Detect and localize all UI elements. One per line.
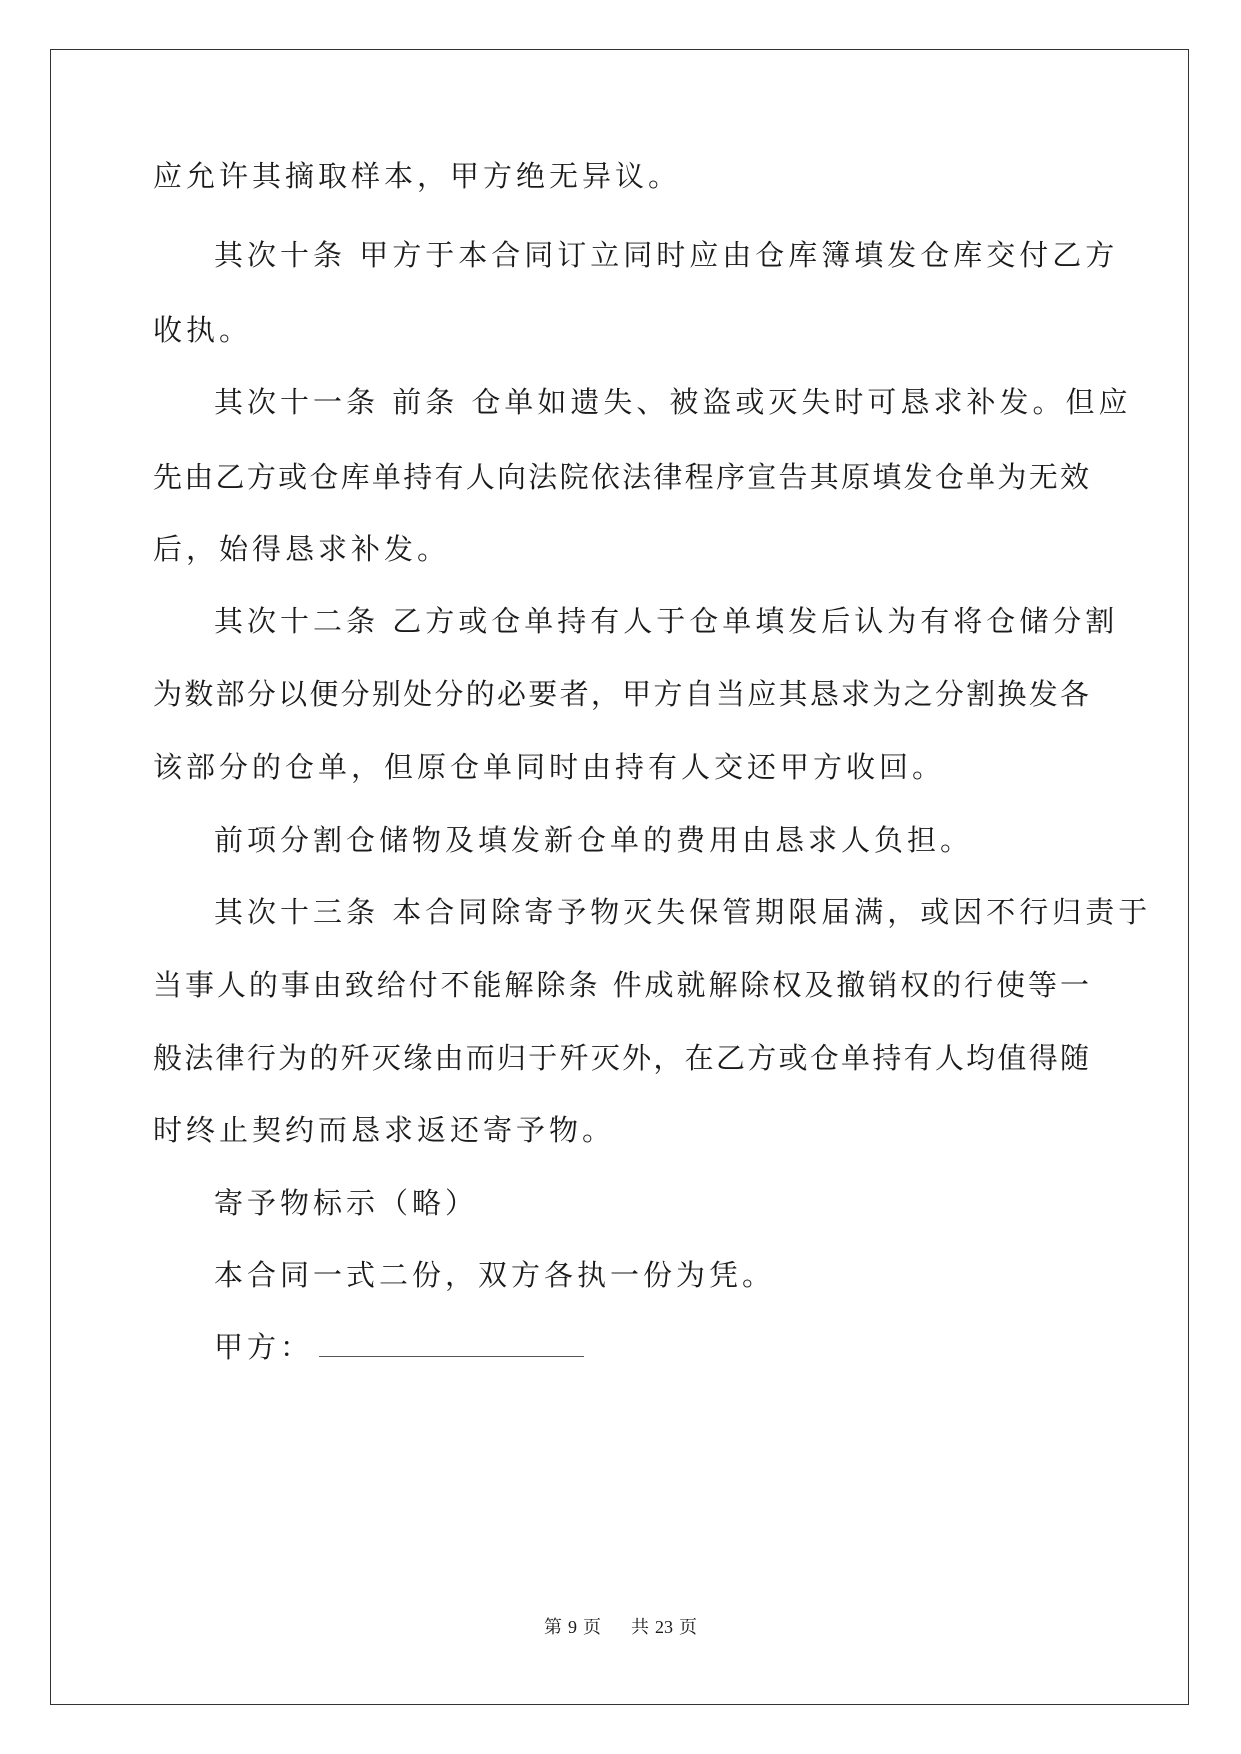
paragraph-line: 其次十三条 本合同除寄予物灭失保管期限届满，或因不行归责于 (214, 895, 1152, 929)
paragraph-line: 当事人的事由致给付不能解除条 件成就解除权及撤销权的行使等一 (153, 968, 1089, 1002)
paragraph-line: 其次十条 甲方于本合同订立同时应由仓库簿填发仓库交付乙方 (214, 238, 1119, 272)
paragraph-line: 先由乙方或仓库单持有人向法院依法律程序宣告其原填发仓单为无效 (153, 460, 1089, 494)
page-prefix: 第 (544, 1617, 562, 1637)
page-border (50, 49, 1189, 1705)
page-number (541, 1617, 604, 1637)
paragraph-line: 前项分割仓储物及填发新仓单的费用由恳求人负担。 (214, 823, 974, 857)
page-unit: 页 (583, 1617, 601, 1637)
paragraph-line: 其次十一条 前条 仓单如遗失、被盗或灭失时可恳求补发。但应 (214, 385, 1132, 419)
total-no: 23 (655, 1617, 673, 1637)
paragraph-line: 该部分的仓单，但原仓单同时由持有人交还甲方收回。 (153, 750, 946, 784)
signature-blank-line (319, 1334, 584, 1357)
signature-party-a (214, 1325, 584, 1366)
paragraph-line: 本合同一式二份，双方各执一份为凭。 (214, 1258, 776, 1292)
total-prefix: 共 (631, 1617, 649, 1637)
paragraph-line: 后，始得恳求补发。 (153, 532, 451, 566)
total-pages (628, 1617, 700, 1637)
paragraph-line: 般法律行为的歼灭缘由而归于歼灭外，在乙方或仓单持有人均值得随 (153, 1041, 1089, 1075)
paragraph-line: 时终止契约而恳求返还寄予物。 (153, 1113, 616, 1147)
paragraph-line: 其次十二条 乙方或仓单持有人于仓单填发后认为有将仓储分割 (214, 604, 1119, 638)
paragraph-line: 为数部分以便分别处分的必要者，甲方自当应其恳求为之分割换发各 (153, 677, 1089, 711)
paragraph-line: 收执。 (153, 313, 253, 347)
signature-label: 甲方： (214, 1330, 314, 1364)
page-footer (0, 1613, 1241, 1639)
page-no: 9 (568, 1617, 577, 1637)
total-unit: 页 (679, 1617, 697, 1637)
paragraph-line: 应允许其摘取样本，甲方绝无异议。 (153, 159, 682, 193)
paragraph-line: 寄予物标示（略） (214, 1186, 479, 1220)
